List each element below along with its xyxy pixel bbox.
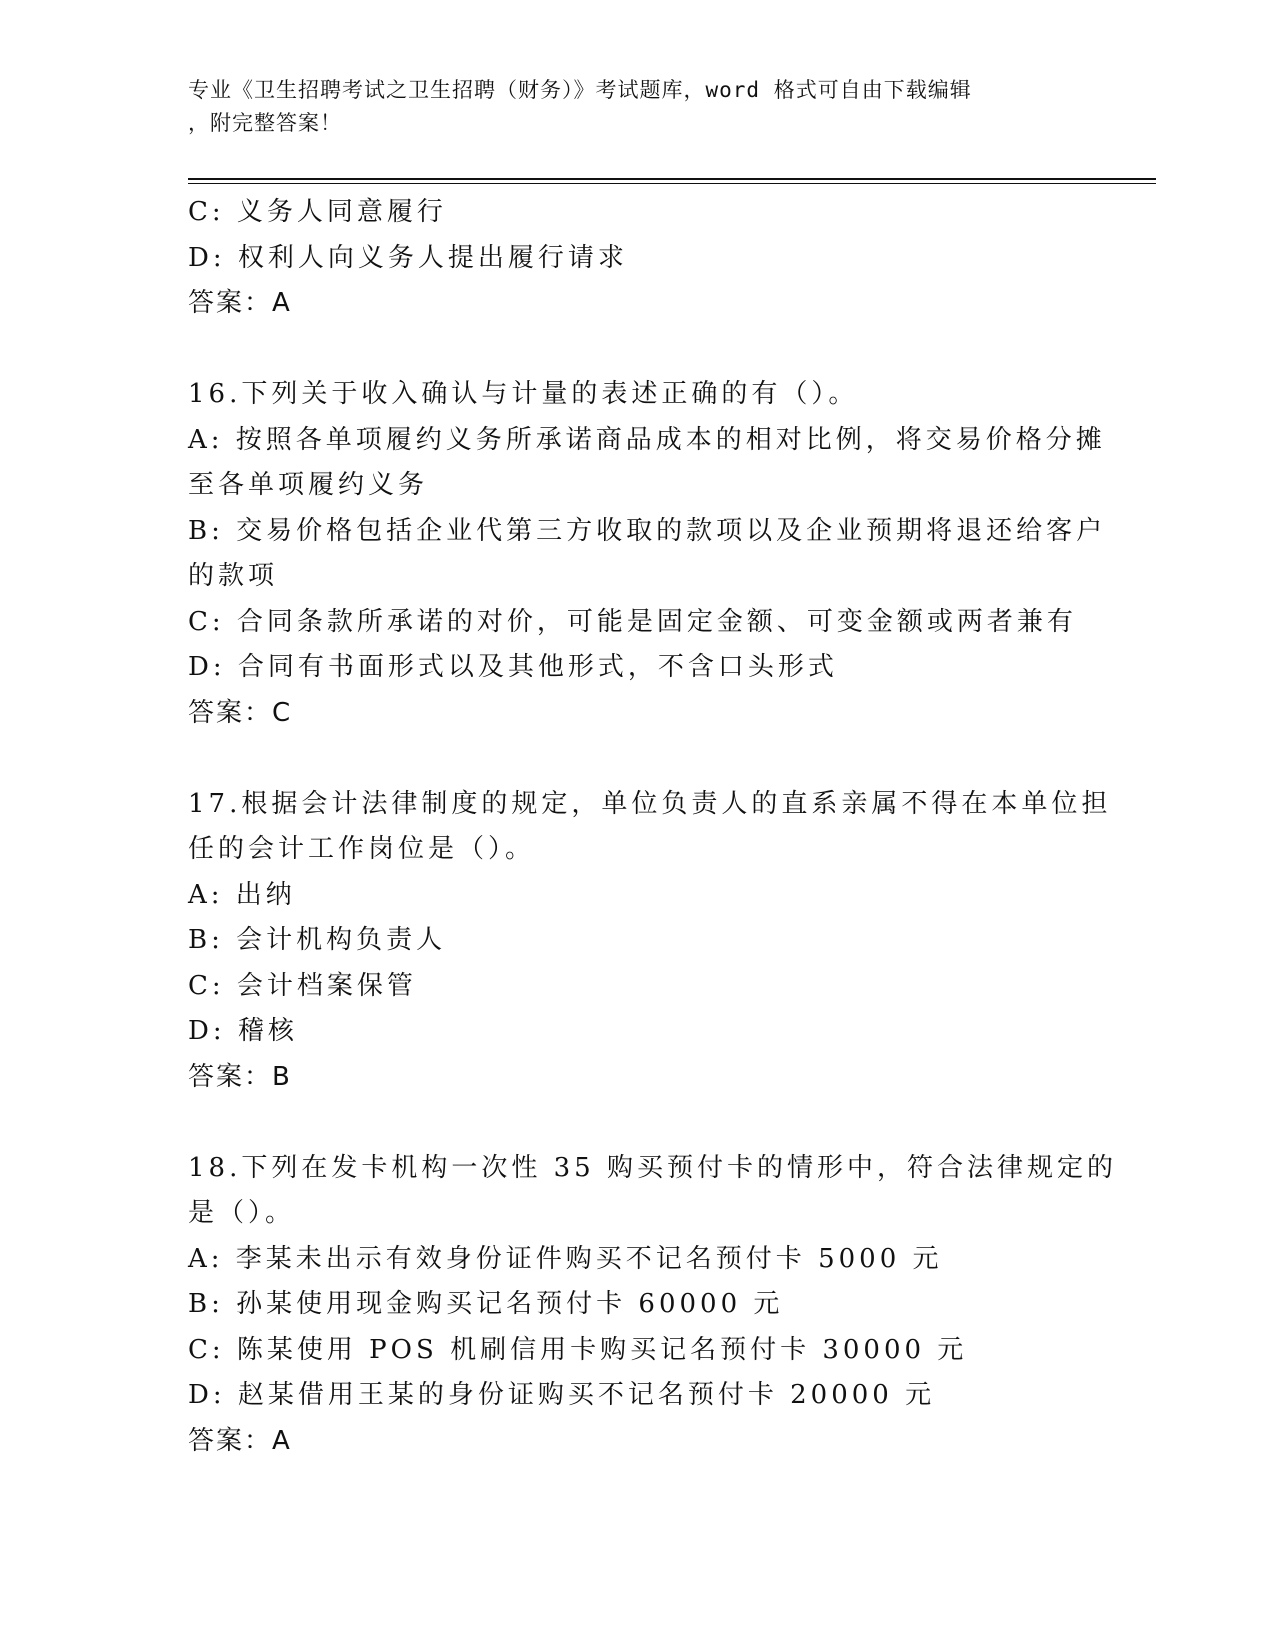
option-c: C: 义务人同意履行 bbox=[188, 197, 447, 227]
option-d: D: 稽核 bbox=[188, 1016, 298, 1046]
question-spacer bbox=[188, 327, 1088, 373]
option-a-line-2: 至各单项履约义务 bbox=[188, 470, 429, 500]
option-d: D: 赵某借用王某的身份证购买不记名预付卡 20000 元 bbox=[188, 1380, 936, 1410]
option-a-line-1: A: 按照各单项履约义务所承诺商品成本的相对比例，将交易价格分摊 bbox=[188, 424, 1106, 455]
header-title-line-1: 专业《卫生招聘考试之卫生招聘（财务）》考试题库，word 格式可自由下载编辑 bbox=[188, 78, 972, 102]
page-header bbox=[188, 74, 1068, 140]
option-c: C: 陈某使用 POS 机刷信用卡购买记名预付卡 30000 元 bbox=[188, 1334, 968, 1365]
question-list bbox=[188, 190, 1117, 1464]
option-b-line-1: B: 交易价格包括企业代第三方收取的款项以及企业预期将退还给客户 bbox=[188, 515, 1107, 546]
answer-line: 答案：A bbox=[188, 1425, 292, 1456]
header-title-line-2: ，附完整答案！ bbox=[188, 111, 342, 135]
option-c: C: 会计档案保管 bbox=[188, 970, 417, 1001]
question-spacer bbox=[188, 1100, 1088, 1146]
question-spacer bbox=[188, 736, 1088, 782]
question-17 bbox=[188, 782, 1112, 1101]
question-stem-line-2: 是（）。 bbox=[188, 1198, 296, 1228]
answer-line: 答案：A bbox=[188, 288, 292, 318]
question-stem-line-1: 17.根据会计法律制度的规定，单位负责人的直系亲属不得在本单位担 bbox=[188, 788, 1112, 819]
question-16 bbox=[188, 372, 1107, 736]
header-divider-thin bbox=[188, 183, 1156, 184]
option-d: D: 合同有书面形式以及其他形式，不含口头形式 bbox=[188, 652, 838, 682]
question-stem: 16.下列关于收入确认与计量的表述正确的有（）。 bbox=[188, 379, 859, 409]
option-b-line-2: 的款项 bbox=[188, 561, 279, 591]
option-c: C: 合同条款所承诺的对价，可能是固定金额、可变金额或两者兼有 bbox=[188, 606, 1077, 637]
question-stem-line-1: 18.下列在发卡机构一次性 35 购买预付卡的情形中，符合法律规定的 bbox=[188, 1152, 1117, 1183]
header-divider-thick bbox=[188, 178, 1156, 180]
question-stem-line-2: 任的会计工作岗位是（）。 bbox=[188, 834, 536, 864]
option-b: B: 孙某使用现金购买记名预付卡 60000 元 bbox=[188, 1289, 784, 1319]
option-b: B: 会计机构负责人 bbox=[188, 925, 447, 955]
option-a: A: 李某未出示有效身份证件购买不记名预付卡 5000 元 bbox=[188, 1243, 943, 1274]
option-d: D: 权利人向义务人提出履行请求 bbox=[188, 242, 628, 273]
question-15-continued bbox=[188, 190, 1088, 327]
answer-line: 答案：C bbox=[188, 697, 293, 728]
answer-line: 答案：B bbox=[188, 1061, 292, 1092]
question-18 bbox=[188, 1146, 1117, 1465]
option-a: A: 出纳 bbox=[188, 879, 296, 910]
